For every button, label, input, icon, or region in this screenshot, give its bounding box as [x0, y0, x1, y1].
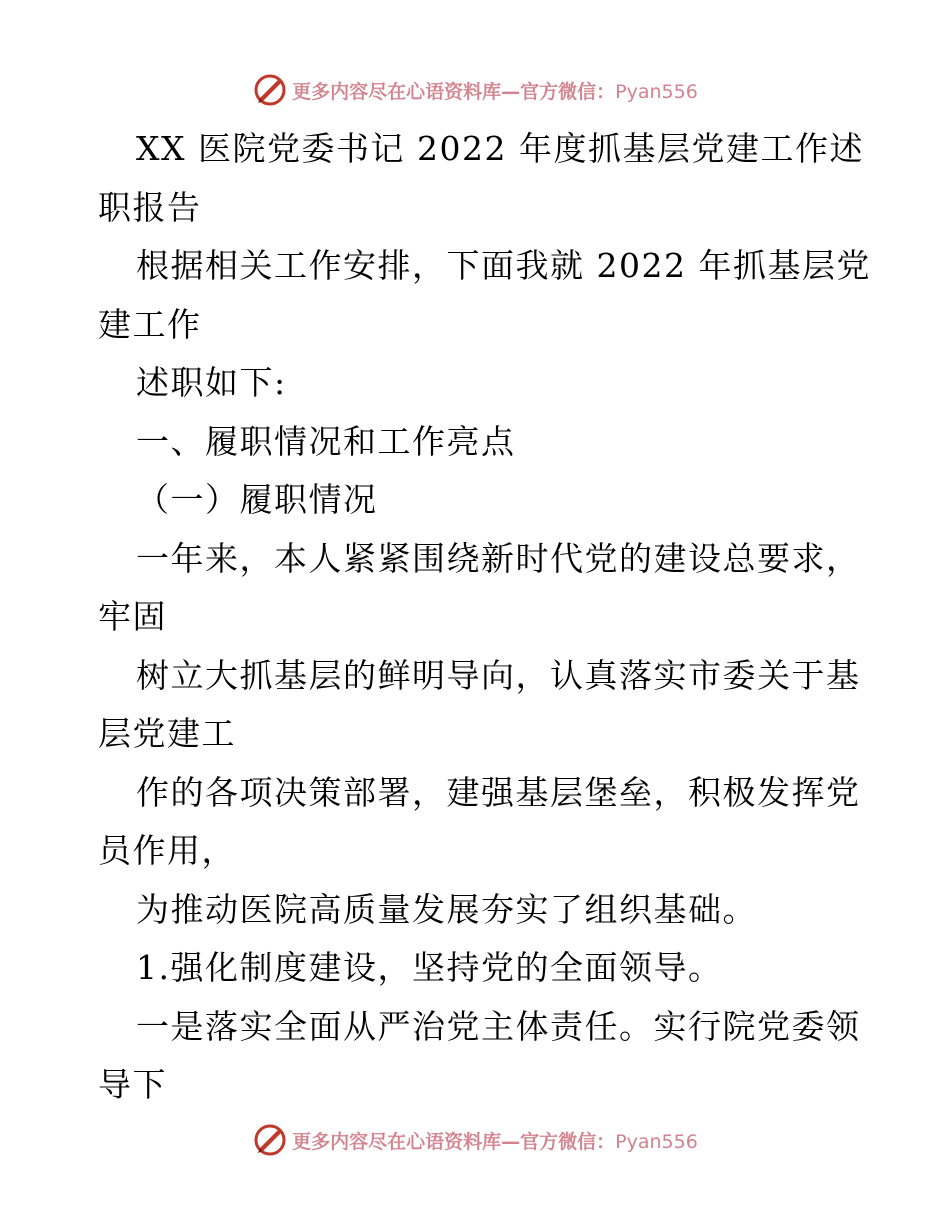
text-line: 一年来，本人紧紧围绕新时代党的建设总要求，	[136, 538, 861, 578]
text-line: 层党建工	[98, 714, 236, 753]
text-line: 一、履职情况和工作亮点	[136, 421, 516, 461]
text-line: 一是落实全面从严治党主体责任。实行院党委领	[136, 1006, 861, 1046]
text-line: XX 医院党委书记 2022 年度抓基层党建工作述	[136, 129, 864, 168]
text-line: 牢固	[98, 597, 167, 636]
text-line: 作的各项决策部署，建强基层堡垒，积极发挥党	[136, 772, 861, 812]
watermark-wechat-id: Pyan556	[615, 1130, 698, 1153]
text-line: 导下	[98, 1065, 167, 1104]
text-line: 1.强化制度建设，坚持党的全面领导。	[136, 948, 723, 987]
header-watermark	[0, 68, 950, 112]
watermark-wechat-id: Pyan556	[615, 80, 698, 103]
watermark-text: 更多内容尽在心语资料库—官方微信：Pyan556	[292, 1130, 698, 1153]
text-line: 职报告	[98, 187, 202, 227]
document-body	[98, 120, 871, 1115]
text-line: 树立大抓基层的鲜明导向，认真落实市委关于基	[136, 655, 861, 695]
text-line: 根据相关工作安排，下面我就 2022 年抓基层党	[136, 246, 871, 285]
text-line: 述职如下:	[136, 363, 287, 402]
footer-watermark	[0, 1118, 950, 1162]
watermark-text: 更多内容尽在心语资料库—官方微信：Pyan556	[292, 80, 698, 103]
text-line: 为推动医院高质量发展夯实了组织基础。	[136, 889, 757, 929]
text-line: （一）履职情况	[136, 480, 378, 519]
text-line: 建工作	[98, 304, 202, 344]
pen-logo-icon	[252, 1122, 288, 1158]
pen-logo-icon	[252, 72, 288, 108]
text-line: 员作用，	[98, 831, 236, 870]
